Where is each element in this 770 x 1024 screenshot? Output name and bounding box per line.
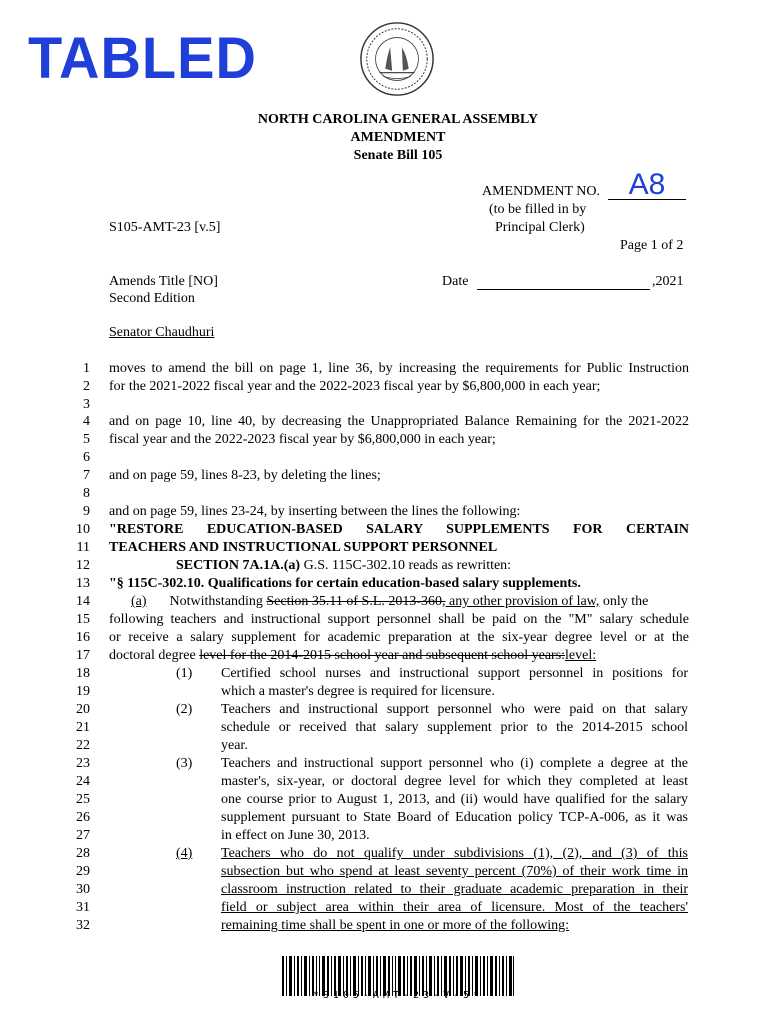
line-number: 28 [76,846,90,861]
section-heading: "RESTORE EDUCATION-BASED SALARY SUPPLEMENTS FOR CERTAIN [109,522,689,537]
amendment-text-line: and on page 59, lines 8-23, by deleting the lines; [109,468,381,483]
inserted-text: subsection but who spend at least seventy percent (70%) of their work time in [221,864,688,879]
amendment-number: A8 [628,168,666,201]
statute-heading: "§ 115C-302.10. Qualifications for certain education-based salary supplements. [109,576,581,591]
page-number: Page 1 of 2 [620,238,684,253]
line-number: 22 [76,738,90,753]
amendment-text-line: and on page 10, line 40, by decreasing the Unappropriated Balance Remaining for the 2021-2022 [109,414,689,429]
inserted-text: classroom instruction related to their graduate academic preparation in their [221,882,688,897]
edition: Second Edition [109,291,195,306]
amendment-number-field [608,168,686,200]
subsection-a [131,594,689,610]
clerk-note-2: Principal Clerk) [495,220,585,235]
subsection-label: (a) [131,594,147,609]
assembly-title: NORTH CAROLINA GENERAL ASSEMBLY [257,112,539,127]
date-line [477,289,650,290]
section-heading: TEACHERS AND INSTRUCTIONAL SUPPORT PERSONNEL [109,540,498,555]
document-type: AMENDMENT [350,130,446,145]
tabled-stamp: TABLED [28,24,257,91]
line-number: 30 [76,882,90,897]
amendment-text-line: moves to amend the bill on page 1, line 36, by increasing the requirements for Public Instruction [109,361,689,376]
item-number: (3) [176,756,193,771]
line-number: 10 [76,522,90,537]
list-item-text: one course prior to August 1, 2013, and (ii) would have qualified for the salary [221,792,688,807]
list-item-text: Teachers and instructional support personnel who (i) complete a degree at the [221,756,688,771]
date-year: ,2021 [652,274,684,289]
line-number: 13 [76,576,90,591]
line-number: 9 [83,504,90,519]
line-number: 5 [83,432,90,447]
date-label: Date [442,274,469,289]
section-number: SECTION 7A.1A.(a) [176,558,301,573]
amendment-text-line [109,648,689,664]
amendment-no-label: AMENDMENT NO. [482,184,600,199]
subsection-text: only the [599,594,649,609]
item-number: (2) [176,702,193,717]
line-number: 14 [76,594,90,609]
inserted-text: Teachers who do not qualify under subdivisions (1), (2), and (3) of this [221,846,688,861]
bill-name: Senate Bill 105 [353,148,443,163]
list-item-text: Teachers and instructional support personnel who were paid on that salary [221,702,688,717]
amendment-text-line: fiscal year and the 2022-2023 fiscal year by $6,800,000 in each year; [109,432,496,447]
line-number: 23 [76,756,90,771]
line-number: 25 [76,792,90,807]
line-text: doctoral degree [109,648,200,663]
line-number: 20 [76,702,90,717]
item-number: (1) [176,666,193,681]
line-number: 2 [83,379,90,394]
sponsor: Senator Chaudhuri [109,325,215,340]
list-item-text: which a master's degree is required for licensure. [221,684,495,699]
deleted-text: level for the 2014-2015 school year and subsequent school years: [199,648,566,663]
list-item-text: Certified school nurses and instructional support personnel in positions for [221,666,688,681]
line-number: 15 [76,612,90,627]
line-number: 18 [76,666,90,681]
inserted-text: field or subject area within their area of licensure. Most of the teachers' [221,900,688,915]
line-number: 16 [76,630,90,645]
section-intro [176,558,686,574]
line-number: 1 [83,361,90,376]
inserted-text: any other provision of law, [445,594,600,609]
barcode-text: *S105-AMT-23-V-5* [312,990,484,1001]
item-number: (4) [176,846,193,861]
list-item-text: year. [221,738,248,753]
amendment-text-line: for the 2021-2022 fiscal year and the 2022-2023 fiscal year by $6,800,000 in each year; [109,379,601,394]
amendment-text-line: following teachers and instructional support personnel shall be paid on the "M" salary schedule [109,612,689,627]
line-number: 29 [76,864,90,879]
line-number: 8 [83,486,90,501]
line-number: 27 [76,828,90,843]
inserted-text: level: [565,648,597,663]
line-number: 4 [83,414,90,429]
line-number: 31 [76,900,90,915]
line-number: 11 [76,540,90,555]
deleted-text: Section 35.11 of S.L. 2013-360, [266,594,446,609]
amendment-text-line: or receive a salary supplement for academic preparation at the six-year degree level or at the [109,630,689,645]
line-number: 32 [76,918,90,933]
list-item-text: in effect on June 30, 2013. [221,828,370,843]
subsection-text: Notwithstanding [169,594,267,609]
list-item-text: supplement pursuant to State Board of Education policy TCP-A-006, as it was [221,810,688,825]
line-number: 19 [76,684,90,699]
amendment-code: S105-AMT-23 [v.5] [109,220,221,235]
list-item-text: schedule or received that salary supplement prior to the 2014-2015 school [221,720,688,735]
line-number: 3 [83,397,90,412]
amendment-text-line: and on page 59, lines 23-24, by inserting between the lines the following: [109,504,521,519]
amends-title: Amends Title [NO] [109,274,218,289]
line-number: 7 [83,468,90,483]
nc-state-seal-icon [358,20,436,98]
line-number: 12 [76,558,90,573]
section-intro-text: G.S. 115C-302.10 reads as rewritten: [300,558,512,573]
inserted-text: remaining time shall be spent in one or more of the following: [221,918,569,933]
line-number: 21 [76,720,90,735]
line-number: 17 [76,648,90,663]
clerk-note-1: (to be filled in by [489,202,587,217]
list-item-text: master's, six-year, or doctoral degree level for which they completed at least [221,774,688,789]
line-number: 24 [76,774,90,789]
line-number: 6 [83,450,90,465]
line-number: 26 [76,810,90,825]
